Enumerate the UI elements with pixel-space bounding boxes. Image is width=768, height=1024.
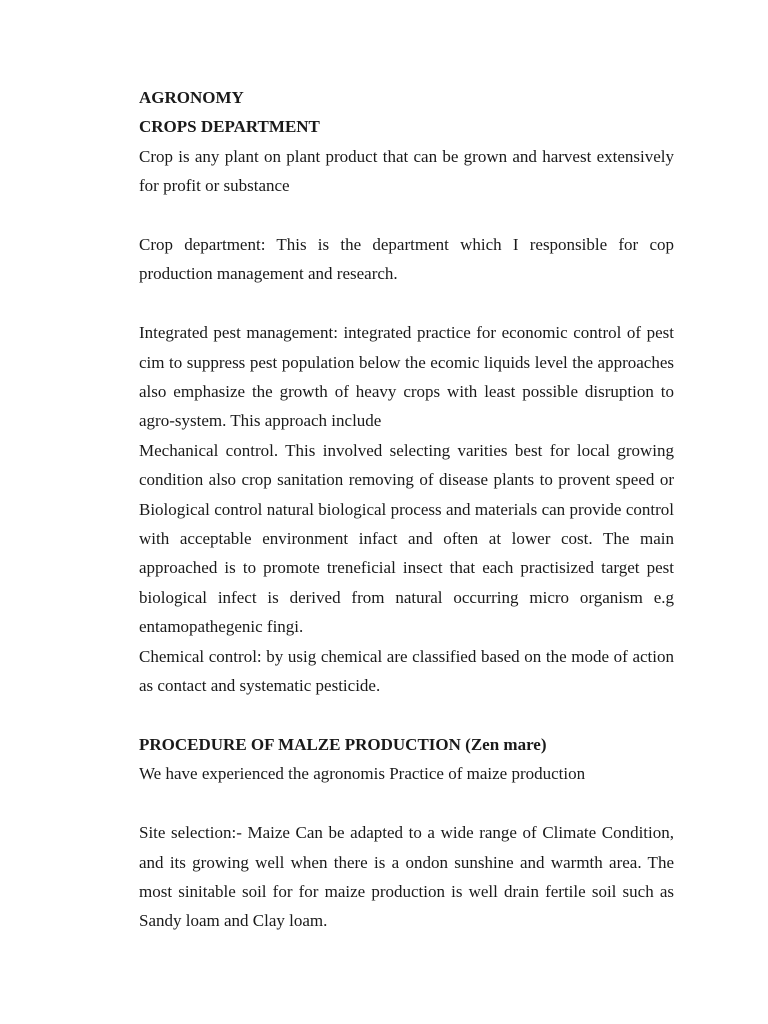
paragraph-spacer — [139, 201, 674, 230]
paragraph-mechanical-control: Mechanical control. This involved selecting varities best for local growing condition also crop sanitation removing of disease plants to provent speed or Biological control natural biological process and materials can provide control with acceptable environment infact and often at lower cost. The main approached is to promote treneficial insect that each practisized target pest biological infect is derived from natural occurring micro organism e.g entamopathegenic fingi. — [139, 440, 674, 637]
paragraph-spacer — [139, 789, 674, 818]
section-heading-crops-department: CROPS DEPARTMENT — [139, 117, 320, 137]
paragraph-spacer — [139, 289, 674, 318]
section-heading-maize-production: PROCEDURE OF MALZE PRODUCTION (Zen mare) — [139, 734, 547, 754]
paragraph-site-selection: Site selection:- Maize Can be adapted to a wide range of Climate Condition, and its growing well when there is a ondon sunshine and warmth area. The most sinitable soil for for maize production is well drain fertile soil such as Sandy loam and Clay loam. — [139, 823, 674, 931]
paragraph-chemical-control: Chemical control: by usig chemical are classified based on the mode of action as contact and systematic pesticide. — [139, 646, 674, 696]
paragraph-crop-definition: Crop is any plant on plant product that can be grown and harvest extensively for profit or substance — [139, 146, 674, 196]
document-title: AGRONOMY — [139, 88, 244, 107]
paragraph-integrated-pest-management: Integrated pest management: integrated practice for economic control of pest cim to suppress pest population below the ecomic liquids level the approaches also emphasize the growth of heavy crops with least possible disruption to agro-system. This approach include — [139, 323, 674, 431]
document-page — [139, 83, 674, 936]
paragraph-spacer — [139, 701, 674, 730]
paragraph-maize-intro: We have experienced the agronomis Practice of maize production — [139, 764, 586, 784]
paragraph-crop-department: Crop department: This is the department which I responsible for cop production management and research. — [139, 235, 674, 284]
